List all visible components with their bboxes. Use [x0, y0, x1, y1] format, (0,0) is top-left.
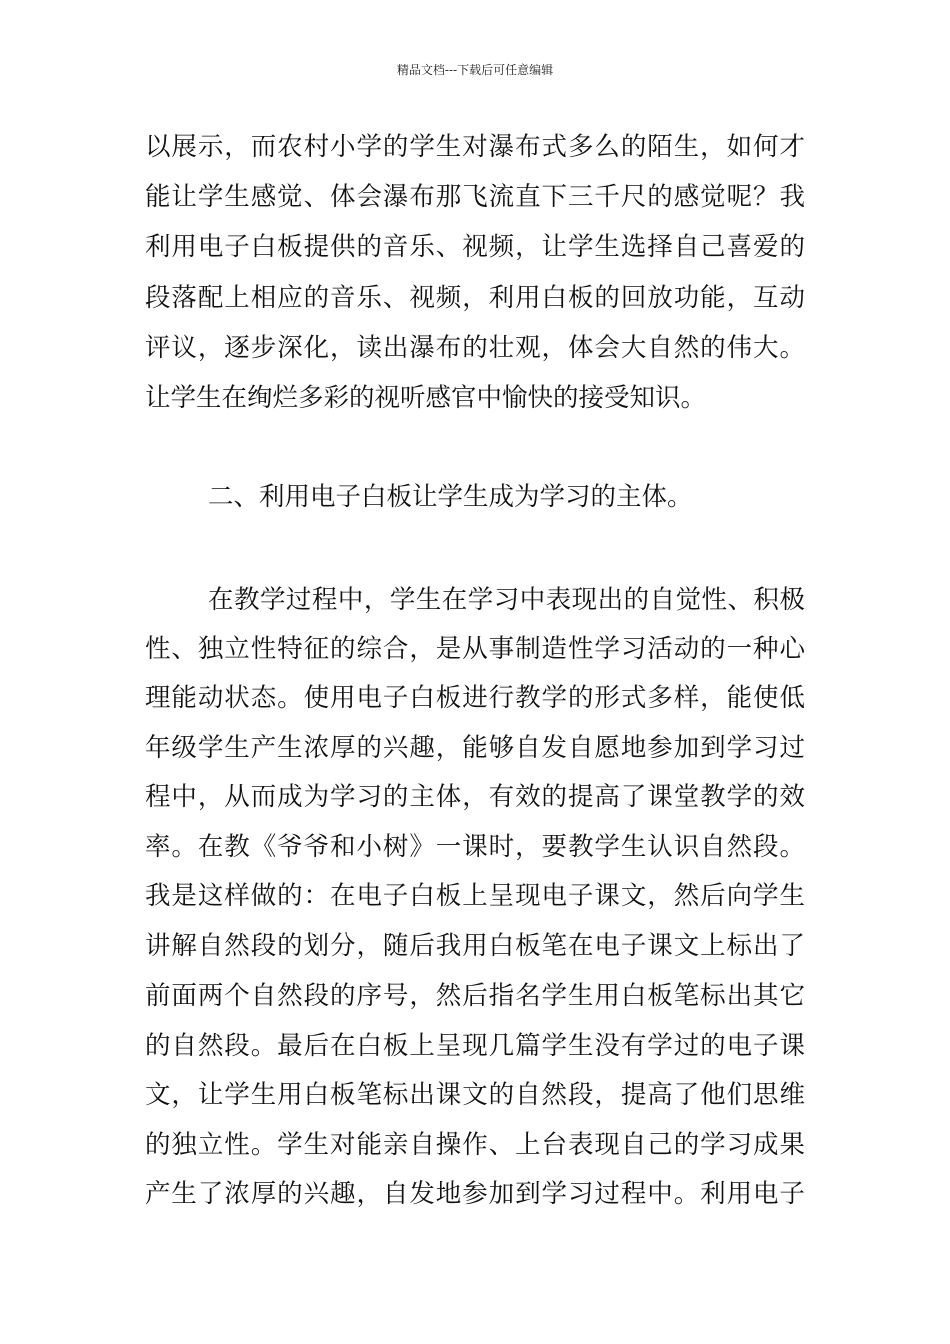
paragraph-2-line-8: 讲解自然段的划分，随后我用白板笔在电子课文上标出了 [145, 931, 805, 961]
paragraph-2-line-5: 程中，从而成为学习的主体，有效的提高了课堂教学的效 [145, 782, 805, 812]
page-header: 精品文档---下载后可任意编辑 [396, 63, 554, 77]
paragraph-1-line-4: 段落配上相应的音乐、视频，利用白板的回放功能，互动 [145, 283, 805, 313]
paragraph-1-line-3: 利用电子白板提供的音乐、视频，让学生选择自己喜爱的 [145, 232, 805, 262]
paragraph-2-line-13: 产生了浓厚的兴趣，自发地参加到学习过程中。利用电子 [145, 1179, 805, 1209]
paragraph-2-line-12: 的独立性。学生对能亲自操作、上台表现自己的学习成果 [145, 1130, 805, 1160]
paragraph-2-line-6: 率。在教《爷爷和小树》一课时，要教学生认识自然段。 [145, 832, 805, 862]
paragraph-2-line-3: 理能动状态。使用电子白板进行教学的形式多样，能使低 [145, 683, 805, 713]
paragraph-1-line-2: 能让学生感觉、体会瀑布那飞流直下三千尺的感觉呢？我 [145, 182, 805, 212]
section-heading: 二、利用电子白板让学生成为学习的主体。 [208, 482, 693, 512]
paragraph-2-line-10: 的自然段。最后在白板上呈现几篇学生没有学过的电子课 [145, 1031, 805, 1061]
paragraph-1-line-1: 以展示，而农村小学的学生对瀑布式多么的陌生，如何才 [145, 132, 805, 162]
paragraph-2-line-2: 性、独立性特征的综合，是从事制造性学习活动的一种心 [145, 634, 805, 664]
paragraph-1-line-5: 评议，逐步深化，读出瀑布的壮观，体会大自然的伟大。 [145, 333, 805, 363]
paragraph-2-line-7: 我是这样做的：在电子白板上呈现电子课文，然后向学生 [145, 881, 805, 911]
paragraph-2-line-4: 年级学生产生浓厚的兴趣，能够自发自愿地参加到学习过 [145, 733, 805, 763]
paragraph-2-line-1: 在教学过程中，学生在学习中表现出的自觉性、积极 [208, 585, 805, 615]
paragraph-1-line-6: 让学生在绚烂多彩的视听感官中愉快的接受知识。 [145, 383, 707, 413]
paragraph-2-line-9: 前面两个自然段的序号，然后指名学生用白板笔标出其它 [145, 981, 805, 1011]
paragraph-2-line-11: 文，让学生用白板笔标出课文的自然段，提高了他们思维 [145, 1080, 805, 1110]
